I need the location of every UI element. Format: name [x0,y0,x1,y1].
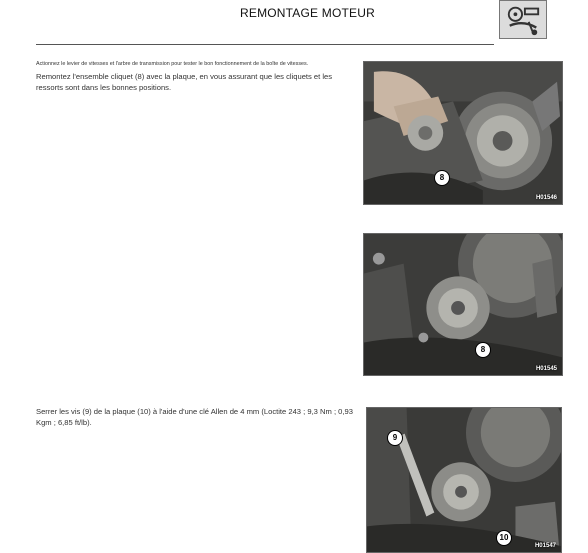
step-1-photo [363,61,563,205]
callout-8: 8 [475,342,491,358]
step-2-photo [363,233,563,376]
step-3-photo [366,407,562,553]
photo-reference-code: H01545 [535,366,557,372]
callout-8: 8 [434,170,450,186]
step-1-instruction-text: Remontez l'ensemble cliquet (8) avec la plaque, en vous assurant que les cliquets et les ressorts sont dans les bonnes positions. [36,72,333,92]
callout-9: 9 [387,430,403,446]
photo-reference-code: H01546 [535,195,557,201]
step-3-instruction-text: Serrer les vis (9) de la plaque (10) à l'aide d'une clé Allen de 4 mm (Loctite 243 ; 9,3 Nm ; 0,93 Kgm ; 6,85 ft/lb). [36,407,353,427]
step-1-intro-text: Actionnez le levier de vitesses et l'arbre de transmission pour tester le bon fonctionnement de la boîte de vitesses. [36,61,309,67]
photo-reference-code: H01547 [534,543,556,549]
page-title: REMONTAGE MOTEUR [240,6,375,20]
header-divider [36,44,494,45]
callout-10: 10 [496,530,512,546]
engine-section-icon [499,0,547,39]
